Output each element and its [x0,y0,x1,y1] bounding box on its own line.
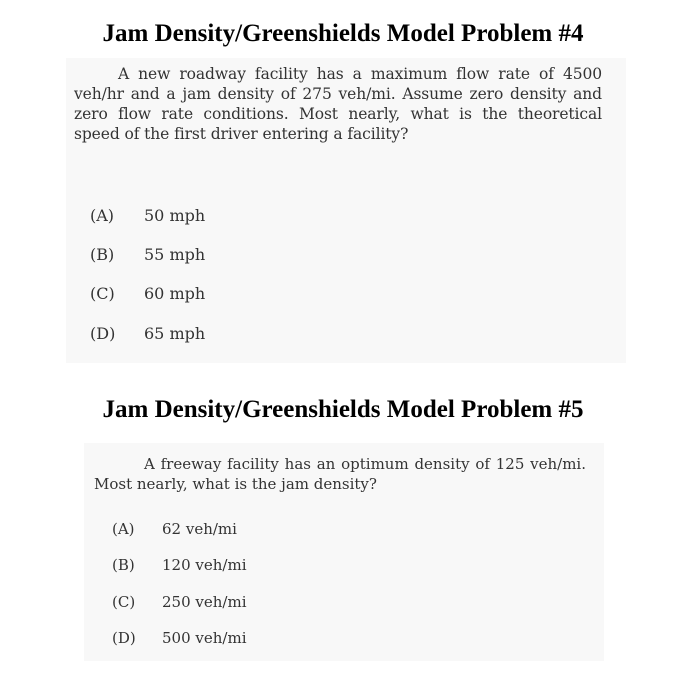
choice-text: 50 mph [144,206,206,225]
question-line: A new roadway facility has a maximum flow rate of [118,65,554,83]
choice-c [90,284,205,303]
choice-a [90,206,205,225]
question-line: what is the theoretical speed of the first driver entering [74,105,602,143]
choice-a [112,520,237,538]
problem-4-question [74,64,602,144]
choice-letter: (A) [112,520,135,538]
problem-5-scan [84,443,604,661]
problem-4-heading: Jam Density/Greenshields Model Problem #4 [102,20,584,47]
choice-letter: (B) [90,245,115,264]
question-line: a facility? [333,125,409,143]
problem-4-scan [66,58,626,363]
choice-text: 250 veh/mi [162,593,247,611]
choice-d [90,324,205,343]
problem-5-question [94,454,586,494]
choice-text: 55 mph [144,245,206,264]
choice-text: 62 veh/mi [162,520,237,538]
choice-letter: (D) [90,324,116,343]
choice-c [112,593,247,611]
choice-text: 60 mph [144,284,206,303]
choice-b [112,556,247,574]
choice-letter: (C) [112,593,136,611]
choice-text: 500 veh/mi [162,629,247,647]
choice-letter: (D) [112,629,136,647]
choice-b [90,245,205,264]
choice-text: 65 mph [144,324,206,343]
question-line: A freeway facility has an optimum density of [144,455,490,473]
problem-5-heading: Jam Density/Greenshields Model Problem #5 [102,396,584,423]
choice-text: 120 veh/mi [162,556,247,574]
choice-letter: (C) [90,284,115,303]
choice-d [112,629,247,647]
choice-letter: (B) [112,556,135,574]
question-line: zero density and zero flow rate conditions. Most nearly, [74,85,602,123]
question-line: 125 veh/mi. Most nearly, what is the jam density? [94,455,586,493]
question-line: 4500 veh/hr and a jam density of 275 veh/mi. Assume [74,65,603,103]
choice-letter: (A) [90,206,115,225]
